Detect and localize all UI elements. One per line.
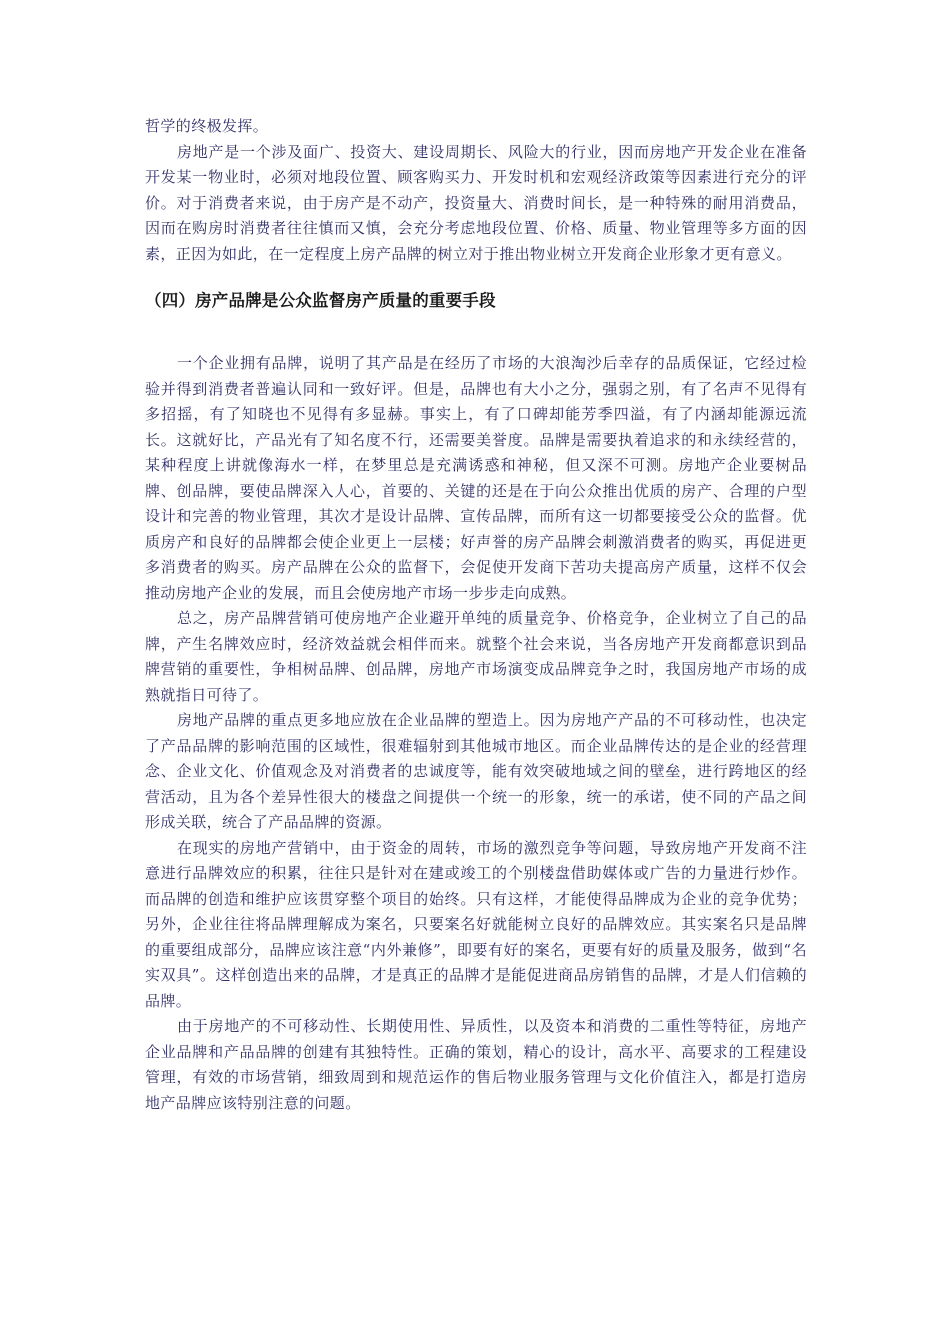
paragraph-brand-creation: 由于房地产的不可移动性、长期使用性、异质性，以及资本和消费的二重性等特征，房地产企业品牌和产品品牌的创建有其独特性。正确的策划，精心的设计，高水平、高要求的工程建设管理，有效的市场营销，细致周到和规范运作的售后物业服务管理与文化价值注入，都是打造房地产品牌应该特别注意的问题。	[145, 1017, 807, 1112]
document-page	[145, 114, 807, 1116]
paragraph-continuation: 哲学的终极发挥。	[145, 117, 269, 135]
section-heading: （四）房产品牌是公众监督房产质量的重要手段	[145, 291, 496, 310]
paragraph-marketing-reality: 在现实的房地产营销中，由于资金的周转，市场的激烈竞争等问题，导致房地产开发商不注意进行品牌效应的积累，往往只是针对在建或竣工的个别楼盘借助媒体或广告的力量进行炒作。而品牌的创造和维护应该贯穿整个项目的始终。只有这样，才能使得品牌成为企业的竞争优势；另外，企业往往将品牌理解成为案名，只要案名好就能树立良好的品牌效应。其实案名只是品牌的重要组成部分，品牌应该注意“内外兼修”，即要有好的案名，更要有好的质量及服务，做到“名实双具”。这样创造出来的品牌，才是真正的品牌才是能促进商品房销售的品牌，才是人们信赖的品牌。	[145, 838, 807, 1010]
paragraph-corporate-brand: 房地产品牌的重点更多地应放在企业品牌的塑造上。因为房地产产品的不可移动性，也决定了产品品牌的影响范围的区域性，很难辐射到其他城市地区。而企业品牌传达的是企业的经营理念、企业文化、价值观念及对消费者的忠诚度等，能有效突破地域之间的壁垒，进行跨地区的经营活动，且为各个差异性很大的楼盘之间提供一个统一的形象，统一的承诺，使不同的产品之间形成关联，统合了产品品牌的资源。	[145, 711, 807, 831]
paragraph-brand-quality: 一个企业拥有品牌，说明了其产品是在经历了市场的大浪淘沙后幸存的品质保证，它经过检验并得到消费者普遍认同和一致好评。但是，品牌也有大小之分，强弱之别，有了名声不见得有多招摇，有了知晓也不见得有多显赫。事实上，有了口碑却能芳季四溢，有了内涵却能源远流长。这就好比，产品光有了知名度不行，还需要美誉度。品牌是需要执着追求的和永续经营的，某种程度上讲就像海水一样，在梦里总是充满诱惑和神秘，但又深不可测。房地产企业要树品牌、创品牌，要使品牌深入人心，首要的、关键的还是在于向公众推出优质的房产、合理的户型设计和完善的物业管理，其次才是设计品牌、宣传品牌，而所有这一切都要接受公众的监督。优质房产和良好的品牌都会使企业更上一层楼；好声誉的房产品牌会刺激消费者的购买，再促进更多消费者的购买。房产品牌在公众的监督下，会促使开发商下苦功夫提高房产质量，这样不仅会推动房地产企业的发展，而且会使房地产市场一步步走向成熟。	[145, 354, 807, 602]
paragraph-summary: 总之，房产品牌营销可使房地产企业避开单纯的质量竞争、价格竞争，企业树立了自己的品牌，产生名牌效应时，经济效益就会相伴而来。就整个社会来说，当各房地产开发商都意识到品牌营销的重要性，争相树品牌、创品牌，房地产市场演变成品牌竞争之时，我国房地产市场的成熟就指日可待了。	[145, 609, 807, 704]
paragraph-real-estate-industry: 房地产是一个涉及面广、投资大、建设周期长、风险大的行业，因而房地产开发企业在准备开发某一物业时，必须对地段位置、顾客购买力、开发时机和宏观经济政策等因素进行充分的评价。对于消费者来说，由于房产是不动产，投资量大、消费时间长，是一种特殊的耐用消费品，因而在购房时消费者往往慎而又慎，会充分考虑地段位置、价格、质量、物业管理等多方面的因素，正因为如此，在一定程度上房产品牌的树立对于推出物业树立开发商企业形象才更有意义。	[145, 142, 807, 263]
